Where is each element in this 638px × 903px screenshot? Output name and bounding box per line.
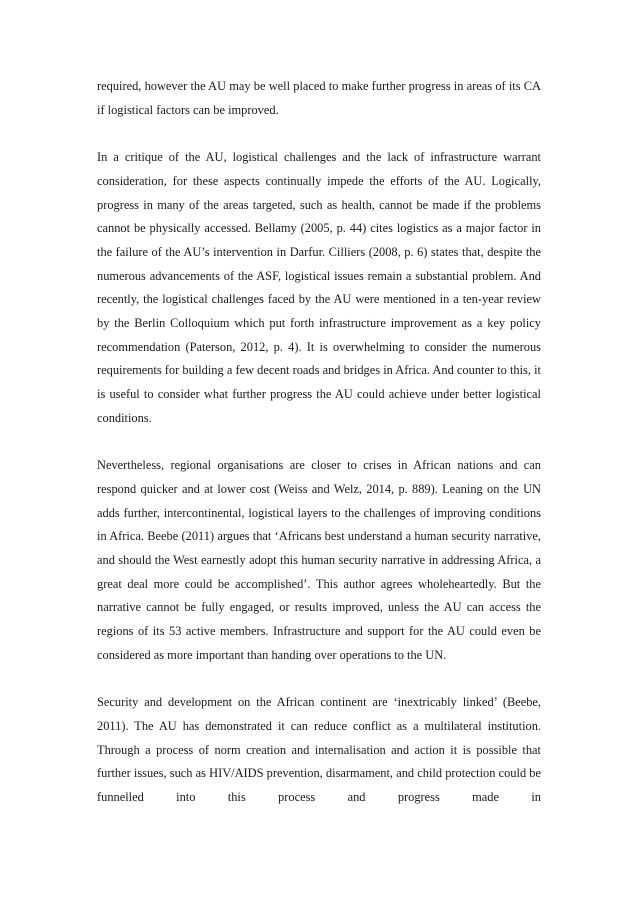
paragraph-regional-organisations: Nevertheless, regional organisations are closer to crises in African nations and can respond quicker and at lower cost (Weiss and Welz, 2014, p. 889). Leaning on the UN adds further, intercontinental, logistical layers to the challenges of improving conditions in Africa. Beebe (2011) argues that ‘Africans best understand a human security narrative, and should the West earnestly adopt this human security narrative in addressing Africa, a great deal more could be accomplished’. This author agrees wholeheartedly. But the narrative cannot be fully engaged, or results improved, unless the AU can access the regions of its 53 active members. Infrastructure and support for the AU could even be considered as more important than handing over operations to the UN.	[97, 458, 541, 662]
paragraph-continuation: required, however the AU may be well placed to make further progress in areas of its CA if logistical factors can be improved.	[97, 79, 541, 117]
paragraph-security-development: Security and development on the African continent are ‘inextricably linked’ (Beebe, 2011). The AU has demonstrated it can reduce conflict as a multilateral institution. Through a process of norm creation and internalisation and action it is possible that further issues, such as HIV/AIDS prevention, disarmament, and child protection could be funnelled into this process and progress made in	[97, 695, 541, 805]
paragraph-logistics-critique: In a critique of the AU, logistical challenges and the lack of infrastructure warrant consideration, for these aspects continually impede the efforts of the AU. Logically, progress in many of the areas targeted, such as health, cannot be made if the problems cannot be physically accessed. Bellamy (2005, p. 44) cites logistics as a major factor in the failure of the AU’s intervention in Darfur. Cilliers (2008, p. 6) states that, despite the numerous advancements of the ASF, logistical issues remain a substantial problem. And recently, the logistical challenges faced by the AU were mentioned in a ten-year review by the Berlin Colloquium which put forth infrastructure improvement as a key policy recommendation (Paterson, 2012, p. 4). It is overwhelming to consider the numerous requirements for building a few decent roads and bridges in Africa. And counter to this, it is useful to consider what further progress the AU could achieve under better logistical conditions.	[97, 150, 541, 425]
document-page	[97, 75, 541, 810]
